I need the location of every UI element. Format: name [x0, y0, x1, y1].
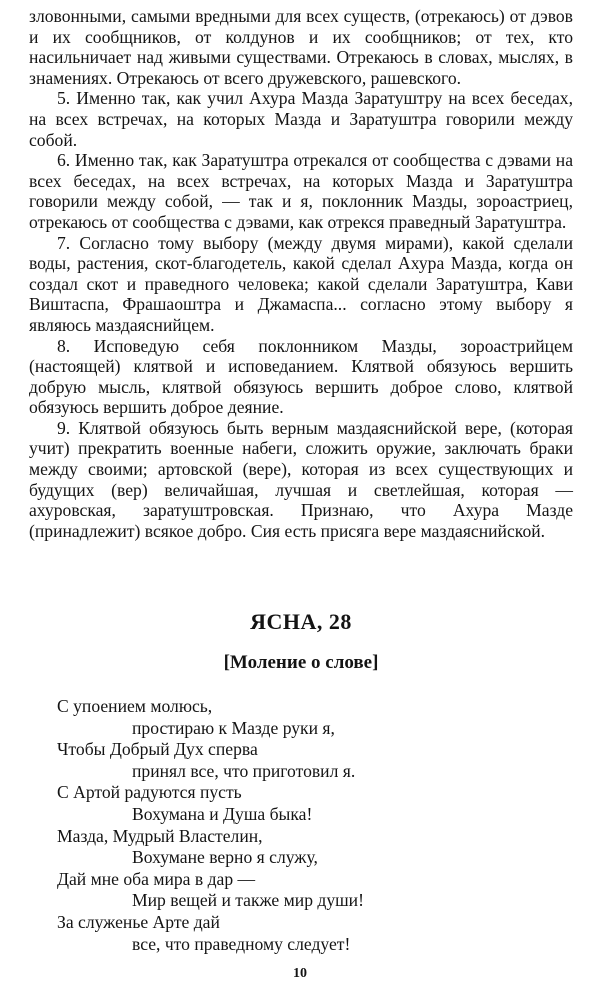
paragraph-9: 9. Клятвой обязуюсь быть верным маздаяснийской вере, (которая учит) прекратить военные набеги, сложить оружие, заключать браки между своими; артовской (вере), которая из всех существующих и будущих (вер) величайшая, лучшая и светлейшая, которая — ахуровская, заратуштровская. Признаю, что Ахура Мазде (принадлежит) всякое добро. Сия есть присяга вере маздаяснийской.: [29, 417, 573, 541]
paragraph-5: 5. Именно так, как учил Ахура Мазда Заратуштру на всех беседах, на всех встречах, на которых Мазда и Заратуштра говорили между собой.: [29, 88, 573, 150]
poem-line: С упоением молюсь,: [57, 696, 213, 716]
paragraph-6: 6. Именно так, как Заратуштра отрекался от сообщества с дэвами на всех беседах, на всех встречах, на которых Мазда и Заратуштра говорили между собой, — так и я, поклонник Мазды, зороастриец, отрекаюсь от сообщества с дэвами, как отрекся праведный Заратуштра.: [29, 150, 573, 232]
poem-line: все, что праведному следует!: [132, 933, 351, 954]
poem-line: Чтобы Добрый Дух сперва: [57, 739, 258, 760]
poem-line: простираю к Мазде руки я,: [132, 717, 335, 738]
prose-block: [29, 6, 573, 541]
poem-line: Вохумана и Душа быка!: [132, 803, 313, 824]
poem-line: За служенье Арте дай: [57, 911, 220, 932]
section-title: ЯСНА, 28: [250, 609, 352, 634]
poem-line: Мир вещей и также мир души!: [132, 890, 364, 911]
paragraph-8: 8. Исповедую себя поклонником Мазды, зороастрийцем (настоящей) клятвой и исповеданием. Клятвой обязуюсь вершить добрую мысль, клятвой обязуюсь вершить доброе слово, клятвой обязуюсь вершить доброе деяние.: [29, 335, 573, 418]
paragraph-7: 7. Согласно тому выбору (между двумя мирами), какой сделали воды, растения, скот-благодетель, какой сделал Ахура Мазда, когда он создал скот и праведного человека; какой сделали Заратуштра, Кави Виштаспа, Фрашаоштра и Джамаспа... согласно этому выбору я являюсь маздаяснийцем.: [29, 232, 573, 335]
section-subtitle: [Моление о слове]: [223, 652, 379, 673]
poem: [57, 696, 577, 955]
poem-line: Вохумане верно я служу,: [132, 847, 318, 868]
poem-line: Дай мне оба мира в дар —: [57, 868, 256, 889]
poem-line: Мазда, Мудрый Властелин,: [57, 825, 263, 846]
poem-line: принял все, что приготовил я.: [132, 760, 356, 781]
page-number: 10: [293, 966, 307, 981]
continuation-paragraph: зловонными, самыми вредными для всех существ, (отрекаюсь) от дэвов и их сообщников, от колдунов и их сообщников; от тех, кто насильничает над живыми существами. Отрекаюсь в словах, мыслях, в знамениях. Отрекаюсь от всего дружевского, рашевского.: [29, 6, 573, 88]
poem-line: С Артой радуются пусть: [57, 782, 242, 803]
